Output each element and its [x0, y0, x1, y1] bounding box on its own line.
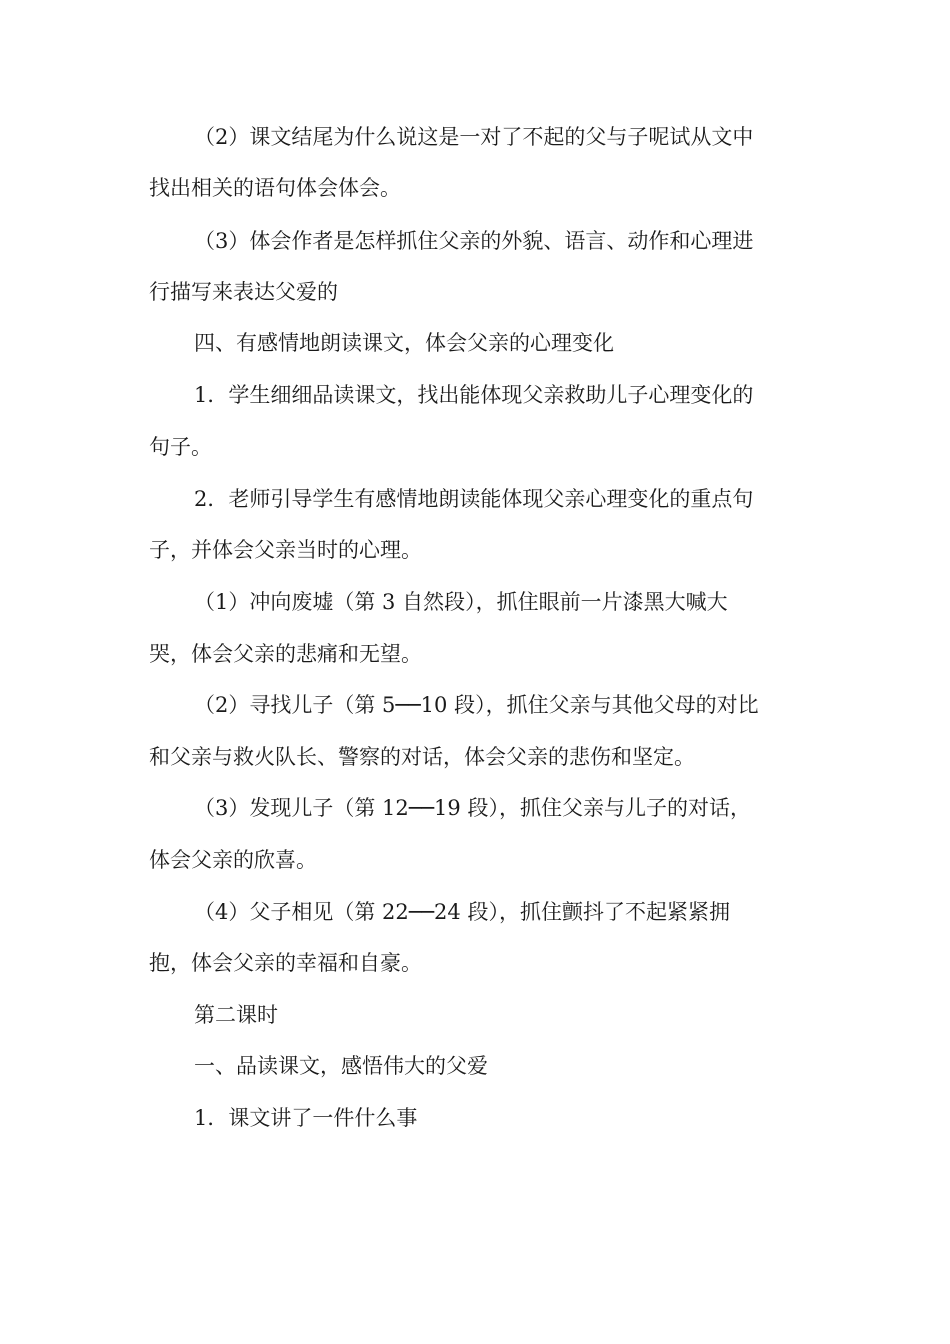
text-line: （2）寻找儿子（第 5──10 段），抓住父亲与其他父母的对比	[194, 693, 759, 717]
text-line: （2）课文结尾为什么说这是一对了不起的父与子呢试从文中	[194, 125, 754, 149]
text-line: 1．学生细细品读课文，找出能体现父亲救助儿子心理变化的	[194, 383, 754, 407]
text-line: 句子。	[149, 435, 212, 459]
text-line: 抱，体会父亲的幸福和自豪。	[149, 951, 422, 975]
text-line: （3）体会作者是怎样抓住父亲的外貌、语言、动作和心理进	[194, 229, 754, 253]
text-line: （3）发现儿子（第 12──19 段），抓住父亲与儿子的对话，	[194, 796, 751, 820]
section-heading: 四、有感情地朗读课文，体会父亲的心理变化	[194, 331, 614, 355]
text-line: 1．课文讲了一件什么事	[194, 1106, 418, 1130]
section-heading: 一、品读课文，感悟伟大的父爱	[194, 1054, 488, 1078]
text-line: 行描写来表达父爱的	[149, 280, 338, 304]
text-line: 哭，体会父亲的悲痛和无望。	[149, 642, 422, 666]
text-line: 2．老师引导学生有感情地朗读能体现父亲心理变化的重点句	[194, 487, 754, 511]
text-line: 和父亲与救火队长、警察的对话，体会父亲的悲伤和坚定。	[149, 745, 695, 769]
text-line: （1）冲向废墟（第 3 自然段），抓住眼前一片漆黑大喊大	[194, 590, 728, 614]
text-line: 子，并体会父亲当时的心理。	[149, 538, 422, 562]
text-line: 体会父亲的欣喜。	[149, 848, 317, 872]
text-line: 找出相关的语句体会体会。	[149, 176, 401, 200]
lesson-heading: 第二课时	[194, 1003, 278, 1027]
text-line: （4）父子相见（第 22──24 段），抓住颤抖了不起紧紧拥	[194, 900, 730, 924]
